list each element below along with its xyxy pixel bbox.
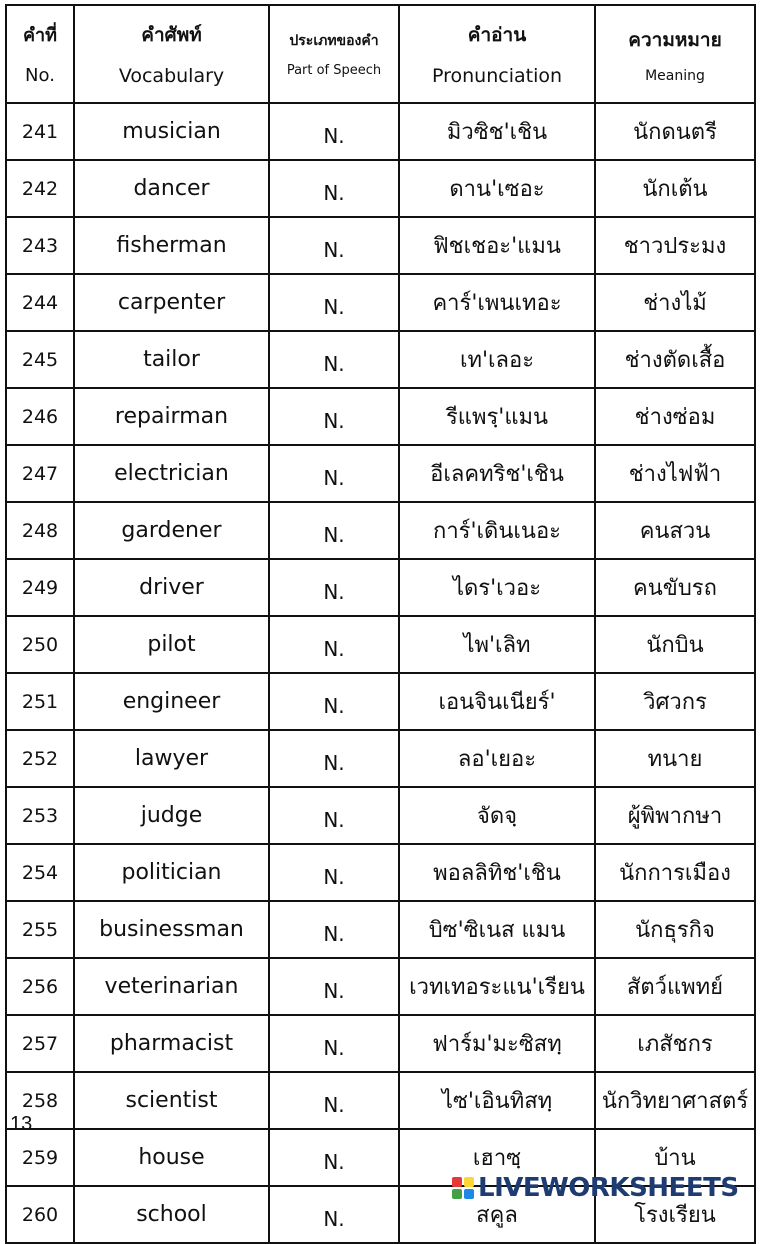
- header-pos-english: Part of Speech: [286, 62, 382, 78]
- table-row: [6, 274, 755, 331]
- pronunciation: รีแพรฺ'แมน: [399, 388, 595, 445]
- meaning: นักวิทยาศาสตร์: [595, 1072, 755, 1129]
- header-meaning: [595, 5, 755, 103]
- vocabulary-word: driver: [74, 559, 269, 616]
- vocabulary-word: businessman: [74, 901, 269, 958]
- part-of-speech: N.: [269, 901, 399, 958]
- pronunciation: ฟิชเชอะ'แมน: [399, 217, 595, 274]
- vocabulary-word: house: [74, 1129, 269, 1186]
- header-vocabulary-thai: คำศัพท์: [141, 24, 202, 47]
- logo-blocks-icon: [452, 1177, 474, 1199]
- header-meaning-english: Meaning: [645, 67, 705, 84]
- vocabulary-word: scientist: [74, 1072, 269, 1129]
- vocabulary-word: gardener: [74, 502, 269, 559]
- header-pronunciation: [399, 5, 595, 103]
- row-number: 243: [6, 217, 74, 274]
- meaning: นักการเมือง: [595, 844, 755, 901]
- part-of-speech: N.: [269, 217, 399, 274]
- header-pronunciation-thai: คำอ่าน: [467, 24, 527, 47]
- part-of-speech: N.: [269, 1186, 399, 1243]
- table-row: [6, 160, 755, 217]
- meaning: ช่างไม้: [595, 274, 755, 331]
- meaning: นักเต้น: [595, 160, 755, 217]
- meaning: คนขับรถ: [595, 559, 755, 616]
- meaning: ทนาย: [595, 730, 755, 787]
- table-row: [6, 787, 755, 844]
- pronunciation: ไดร'เวอะ: [399, 559, 595, 616]
- vocabulary-word: fisherman: [74, 217, 269, 274]
- table-row: [6, 901, 755, 958]
- pronunciation: เฮาซฺ: [399, 1129, 595, 1186]
- vocabulary-word: electrician: [74, 445, 269, 502]
- vocabulary-word: lawyer: [74, 730, 269, 787]
- table-row: [6, 445, 755, 502]
- table-row: [6, 217, 755, 274]
- header-no-english: No.: [25, 65, 55, 86]
- vocabulary-word: tailor: [74, 331, 269, 388]
- header-pronunciation-english: Pronunciation: [431, 65, 563, 87]
- meaning: วิศวกร: [595, 673, 755, 730]
- part-of-speech: N.: [269, 730, 399, 787]
- pronunciation: ดาน'เซอะ: [399, 160, 595, 217]
- row-number: 257: [6, 1015, 74, 1072]
- pronunciation: อีเลคทริช'เชิน: [399, 445, 595, 502]
- table-row: [6, 1072, 755, 1129]
- meaning: ช่างไฟฟ้า: [595, 445, 755, 502]
- pronunciation: จัดจฺ: [399, 787, 595, 844]
- vocabulary-word: pilot: [74, 616, 269, 673]
- row-number: 247: [6, 445, 74, 502]
- part-of-speech: N.: [269, 1129, 399, 1186]
- pronunciation: บิซ'ซิเนส แมน: [399, 901, 595, 958]
- vocabulary-word: carpenter: [74, 274, 269, 331]
- meaning: คนสวน: [595, 502, 755, 559]
- row-number: 241: [6, 103, 74, 160]
- meaning: นักธุรกิจ: [595, 901, 755, 958]
- part-of-speech: N.: [269, 274, 399, 331]
- vocabulary-word: engineer: [74, 673, 269, 730]
- row-number: 244: [6, 274, 74, 331]
- vocabulary-word: pharmacist: [74, 1015, 269, 1072]
- part-of-speech: N.: [269, 844, 399, 901]
- pronunciation: เวทเทอระแน'เรียน: [399, 958, 595, 1015]
- part-of-speech: N.: [269, 1015, 399, 1072]
- table-row: [6, 616, 755, 673]
- pronunciation: ไพ'เลิท: [399, 616, 595, 673]
- vocabulary-word: politician: [74, 844, 269, 901]
- row-number: 245: [6, 331, 74, 388]
- row-number: 250: [6, 616, 74, 673]
- part-of-speech: N.: [269, 388, 399, 445]
- vocabulary-table: [5, 4, 756, 1244]
- meaning: สัตว์แพทย์: [595, 958, 755, 1015]
- table-row: [6, 388, 755, 445]
- meaning: ชาวประมง: [595, 217, 755, 274]
- vocabulary-word: dancer: [74, 160, 269, 217]
- vocabulary-word: musician: [74, 103, 269, 160]
- row-number: 246: [6, 388, 74, 445]
- pronunciation: คาร์'เพนเทอะ: [399, 274, 595, 331]
- pronunciation: ไซ'เอินทิสทฺ: [399, 1072, 595, 1129]
- pronunciation: เอนจินเนียร์': [399, 673, 595, 730]
- row-number: 259: [6, 1129, 74, 1186]
- part-of-speech: N.: [269, 445, 399, 502]
- part-of-speech: N.: [269, 160, 399, 217]
- pronunciation: ฟาร์ม'มะซิสทฺ: [399, 1015, 595, 1072]
- liveworksheets-logo: [452, 1172, 739, 1204]
- row-number: 260: [6, 1186, 74, 1243]
- meaning: ช่างซ่อม: [595, 388, 755, 445]
- row-number: 242: [6, 160, 74, 217]
- logo-text: LIVEWORKSHEETS: [478, 1173, 739, 1203]
- table-row: [6, 103, 755, 160]
- part-of-speech: N.: [269, 502, 399, 559]
- vocabulary-word: repairman: [74, 388, 269, 445]
- table-row: [6, 730, 755, 787]
- part-of-speech: N.: [269, 958, 399, 1015]
- table-row: [6, 673, 755, 730]
- header-vocabulary-english: Vocabulary: [118, 65, 225, 87]
- header-row: [6, 5, 755, 103]
- table-row: [6, 958, 755, 1015]
- part-of-speech: N.: [269, 1072, 399, 1129]
- table-row: [6, 1015, 755, 1072]
- part-of-speech: N.: [269, 559, 399, 616]
- row-number: 258: [6, 1072, 74, 1129]
- table-body: [6, 103, 755, 1243]
- meaning: เภสัชกร: [595, 1015, 755, 1072]
- row-number: 249: [6, 559, 74, 616]
- row-number: 255: [6, 901, 74, 958]
- header-no-thai: คำที่: [22, 25, 57, 47]
- meaning: ผู้พิพากษา: [595, 787, 755, 844]
- table-row: [6, 844, 755, 901]
- meaning: ช่างตัดเสื้อ: [595, 331, 755, 388]
- part-of-speech: N.: [269, 787, 399, 844]
- row-number: 253: [6, 787, 74, 844]
- part-of-speech: N.: [269, 103, 399, 160]
- header-part-of-speech: [269, 5, 399, 103]
- vocabulary-word: judge: [74, 787, 269, 844]
- pronunciation: มิวซิช'เชิน: [399, 103, 595, 160]
- header-meaning-thai: ความหมาย: [628, 28, 722, 51]
- row-number: 248: [6, 502, 74, 559]
- pronunciation: สคูล: [399, 1186, 595, 1243]
- part-of-speech: N.: [269, 331, 399, 388]
- part-of-speech: N.: [269, 673, 399, 730]
- row-number: 254: [6, 844, 74, 901]
- pronunciation: เท'เลอะ: [399, 331, 595, 388]
- pronunciation: พอลลิทิช'เชิน: [399, 844, 595, 901]
- row-number: 256: [6, 958, 74, 1015]
- table-row: [6, 559, 755, 616]
- table-row: [6, 502, 755, 559]
- pronunciation: ลอ'เยอะ: [399, 730, 595, 787]
- row-number: 252: [6, 730, 74, 787]
- header-vocabulary: [74, 5, 269, 103]
- vocabulary-word: veterinarian: [74, 958, 269, 1015]
- part-of-speech: N.: [269, 616, 399, 673]
- meaning: นักบิน: [595, 616, 755, 673]
- header-no: [6, 5, 74, 103]
- header-pos-thai: ประเภทของคำ: [289, 33, 379, 50]
- page-number: 13: [10, 1113, 33, 1135]
- table-row: [6, 331, 755, 388]
- pronunciation: การ์'เดินเนอะ: [399, 502, 595, 559]
- row-number: 251: [6, 673, 74, 730]
- meaning: บ้าน: [595, 1129, 755, 1186]
- vocabulary-word: school: [74, 1186, 269, 1243]
- meaning: นักดนตรี: [595, 103, 755, 160]
- meaning: โรงเรียน: [595, 1186, 755, 1243]
